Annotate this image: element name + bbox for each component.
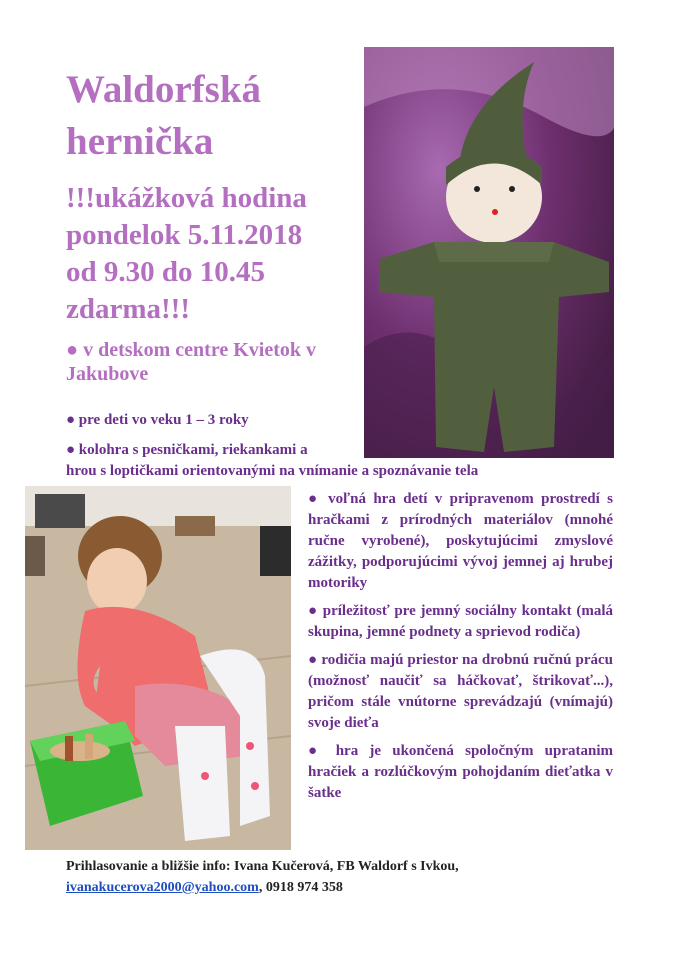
activity-parent-handcraft: ● rodičia majú priestor na drobnú ručnú prácu (možnosť naučiť sa háčkovať, štrikovať...), pričom stále vnútorne sprevádzajú (vnímajú) svoje dieťa (308, 652, 613, 731)
bullet-age: ● pre deti vo veku 1 – 3 roky (66, 412, 249, 428)
contact-line-2 (66, 877, 459, 898)
bullet-play-line-2: hrou s loptičkami orientovanými na vnímanie a spoznávanie tela (66, 463, 479, 479)
poster-title (66, 64, 356, 168)
email-link[interactable]: ivanakucerova2000@yahoo.com (66, 880, 259, 895)
doll-photo-graphic (364, 47, 614, 458)
activity-social-contact: ● príležitosť pre jemný sociálny kontakt (malá skupina, jemné podnety a sprievod rodiča) (308, 603, 613, 640)
activity-closing: ● hra je ukončená spoločným upratanim hračiek a rozlúčkovým pohojdaním dieťatka v šatke (308, 743, 613, 801)
activity-free-play: ● voľná hra detí v pripravenom prostredí s hračkami z prírodných materiálov (mnohé ručne vyrobené), poskytujúcimi zmyslové zážitky, podporujúcimi vývoj jemnej aj hrubej motoriky (308, 491, 613, 591)
venue-text: ● v detskom centre Kvietok v Jakubove (66, 339, 317, 385)
event-line-4: zdarma!!! (66, 293, 191, 325)
child-playing-photo (25, 486, 291, 850)
activity-list (308, 489, 613, 811)
bullet-play-line-1: ● kolohra s pesničkami, riekankami a (66, 442, 308, 458)
child-photo-graphic (25, 486, 291, 850)
phone-number: , 0918 974 358 (258, 880, 343, 895)
contact-line-1: Prihlasovanie a bližšie info: Ivana Kučerová, FB Waldorf s Ivkou, (66, 859, 459, 874)
contact-info (66, 856, 459, 898)
event-line-3: od 9.30 do 10.45 (66, 256, 266, 288)
event-info (66, 180, 366, 328)
doll-photo (364, 47, 614, 458)
event-line-2: pondelok 5.11.2018 (66, 219, 303, 251)
event-line-1: !!!ukážková hodina (66, 182, 307, 214)
title-line-1: Waldorfská (66, 68, 262, 111)
title-line-2: hernička (66, 120, 214, 163)
